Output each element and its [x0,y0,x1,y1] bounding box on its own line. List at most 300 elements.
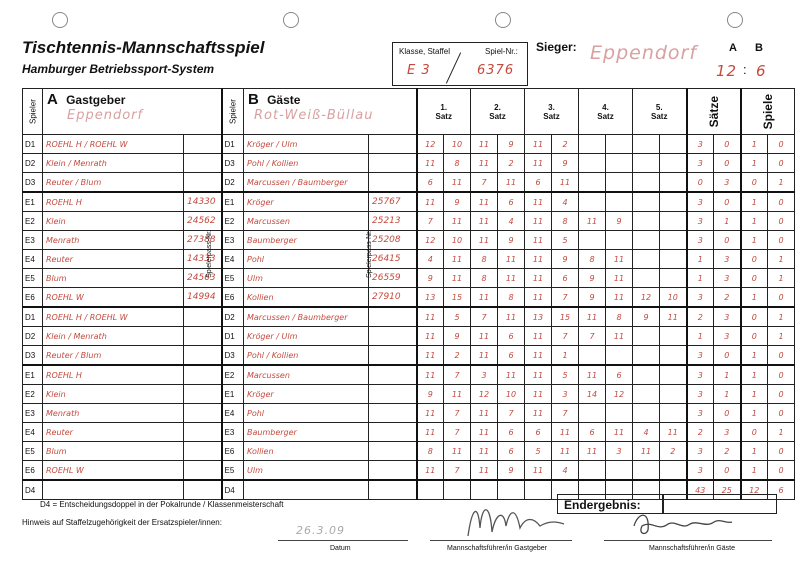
set-score: 6 [552,269,579,288]
datum-label: Datum [330,545,351,552]
player-code-a: E6 [23,288,43,308]
spiele-a: 1 [741,461,768,481]
spiele-b: 1 [768,250,795,269]
player-code-a: D2 [23,154,43,173]
set-score: 2 [444,346,471,366]
player-a-name: ROEHL H / ROEHL W [43,135,184,154]
set-score: 4 [633,423,660,442]
set-score: 10 [444,135,471,154]
set4-header: 4. Satz [579,89,633,135]
set-score: 8 [606,307,633,327]
set-score [606,461,633,481]
set-score [633,327,660,346]
set-score: 11 [471,154,498,173]
saetze-b: 3 [714,250,741,269]
divider [446,52,461,83]
d4-note: D4 = Entscheidungsdoppel in der Pokalrunde / Klassenmeisterschaft [40,500,284,509]
spiele-a: 1 [741,212,768,231]
set-score: 11 [525,192,552,212]
player-b-pass [369,404,417,423]
spielerpass-label-a: Spielerpass-Nr. [206,230,213,278]
saetze-a: 43 [687,480,714,500]
set-score: 9 [552,250,579,269]
spielnr-value: 6376 [477,63,515,78]
spiele-a: 1 [741,442,768,461]
player-code-b: D3 [222,154,244,173]
set-score: 6 [417,173,444,193]
hinweis: Hinweis auf Staffelzugehörigkeit der Ersatzspieler/innen: [22,518,222,527]
set-score: 7 [444,365,471,385]
player-a-pass: 14994 [184,288,222,308]
spiele-a: 1 [741,346,768,366]
set-score: 7 [444,404,471,423]
set-score: 11 [444,442,471,461]
spieler-header: Spieler [23,89,43,135]
player-a-pass [184,423,222,442]
set-score [579,404,606,423]
set-score [633,346,660,366]
player-b-pass [369,173,417,193]
set-score [606,346,633,366]
player-a-name: Reuter [43,423,184,442]
set-score: 11 [444,212,471,231]
match-row [23,404,795,423]
set-score: 13 [417,288,444,308]
signature-home [460,498,570,542]
player-a-name: Reuter / Blum [43,346,184,366]
player-b-name: Pohl [244,404,369,423]
set-score [660,404,687,423]
set-score: 7 [552,327,579,346]
set-score: 11 [471,288,498,308]
set-score: 11 [525,327,552,346]
set1-header: 1. Satz [417,89,471,135]
saetze-b: 3 [714,173,741,193]
player-code-b: D1 [222,135,244,154]
set-score: 5 [525,442,552,461]
set-score: 1 [552,346,579,366]
player-code-a: E4 [23,250,43,269]
saetze-a: 3 [687,192,714,212]
match-row [23,250,795,269]
set-score [633,404,660,423]
set-score: 9 [498,231,525,250]
player-code-a: D1 [23,307,43,327]
saetze-b: 0 [714,154,741,173]
saetze-b: 2 [714,288,741,308]
player-b-pass: 26559 [369,269,417,288]
match-row [23,231,795,250]
saetze-a: 3 [687,154,714,173]
player-a-name: Klein / Menrath [43,327,184,346]
spiele-b: 0 [768,404,795,423]
spiele-a: 1 [741,385,768,404]
player-a-name: Blum [43,269,184,288]
sieger-label: Sieger: [536,40,577,54]
set-score: 9 [498,135,525,154]
spiele-a: 1 [741,192,768,212]
saetze-b: 0 [714,135,741,154]
set-score: 4 [498,212,525,231]
col-b-label: B [755,42,763,54]
player-b-pass: 25767 [369,192,417,212]
player-code-a: E5 [23,442,43,461]
set-score [660,269,687,288]
set-score: 11 [525,269,552,288]
set-score: 9 [633,307,660,327]
set-score: 7 [471,173,498,193]
set-score [633,269,660,288]
saetze-b: 2 [714,442,741,461]
set-score [606,192,633,212]
form-subtitle: Hamburger Betriebssport-System [22,62,215,76]
set-score: 9 [498,461,525,481]
set-score: 12 [417,135,444,154]
set-score: 8 [417,442,444,461]
set-score: 11 [417,346,444,366]
saetze-a: 3 [687,404,714,423]
player-b-name: Marcussen [244,212,369,231]
signature-guest [628,506,738,540]
saetze-b: 0 [714,192,741,212]
set-score: 11 [417,327,444,346]
set-score: 8 [498,288,525,308]
set-score: 7 [417,212,444,231]
col-a-label: A [729,42,737,54]
set-score: 11 [471,461,498,481]
set-score: 11 [660,423,687,442]
set-score: 7 [579,327,606,346]
saetze-b: 0 [714,404,741,423]
spiele-b: 0 [768,346,795,366]
spiele-a: 0 [741,423,768,442]
player-code-a: E2 [23,385,43,404]
spiele-a: 12 [741,480,768,500]
player-code-a: E2 [23,212,43,231]
spiele-b: 1 [768,307,795,327]
set-score [633,231,660,250]
set-score: 5 [552,231,579,250]
player-a-name: Klein [43,212,184,231]
player-b-pass [369,154,417,173]
player-a-pass [184,480,222,500]
match-row [23,385,795,404]
set-score: 9 [444,327,471,346]
set-score: 11 [417,404,444,423]
player-a-name: ROEHL W [43,461,184,481]
player-code-a: D4 [23,480,43,500]
set-score: 11 [525,154,552,173]
player-b-name: Marcussen [244,365,369,385]
saetze-a: 3 [687,346,714,366]
set-score: 11 [417,154,444,173]
set-score: 11 [606,250,633,269]
player-code-a: D2 [23,327,43,346]
player-code-b: E5 [222,269,244,288]
saetze-header: Sätze [687,89,741,135]
set-score: 15 [552,307,579,327]
saetze-a: 3 [687,288,714,308]
player-b-pass [369,327,417,346]
saetze-b: 0 [714,231,741,250]
player-code-a: E6 [23,461,43,481]
set-score: 11 [606,327,633,346]
player-a-pass: 27388 [184,231,222,250]
set-score: 9 [417,269,444,288]
saetze-b: 1 [714,385,741,404]
score-sheet: Tischtennis-Mannschaftsspiel Hamburger Betriebssport-System Klasse, Staffel Spiel-Nr.: E 3 6376 Sieger: Eppendorf A B 12 : 6 Spieler A Gastgeber Eppendorf Spieler B Gäste Rot-Weiß-Büllau 1. Satz 2. Satz 3. Satz 4. Satz 5. Satz Sätze Spiele D1 ROEHL H / ROEHL W D1 Kröger / Ulm 12 10 11 9 11 2 3 0 1 0 D2 Klein / Menrath D3 Pohl / Kollien 11 8 11 2 11 9 3 0 1 0 D3 Reuter / Blum D2 Marcussen / Baumberger 6 11 7 11 6 11 0 3 0 1 E1 ROEHL H 14330 E1 Kröger 25767 11 9 11 6 11 4 3 0 1 0 E2 Klein 24562 E2 Marcussen 25213 7 11 11 4 11 8 11 9 3 1 1 0 E3 Menrath 27388 E3 Baumberger 25208 12 10 11 9 11 5 3 0 1 0 E4 Reuter 14333 E4 Pohl 26415 4 11 8 11 11 9 8 11 1 3 0 1 E5 Blum 24563 E5 Ulm 26559 9 11 8 11 11 6 9 11 1 3 0 1 E6 ROEHL W 14994 E6 Kollien 27910 13 15 11 8 11 7 9 11 12 10 3 2 1 0 D1 ROEHL H / ROEHL W D2 Marcussen / Baumberger 11 5 7 11 13 15 11 8 9 11 2 3 0 1 D2 Klein / Menrath D1 Kröger / Ulm 11 9 11 6 11 7 7 11 1 3 0 1 D3 Reuter / Blum D3 Pohl / Kollien 11 2 11 6 11 1 3 0 1 0 E1 ROEHL H E2 Marcussen 11 7 3 11 11 5 11 6 3 1 1 0 E2 Klein E1 Kröger 9 11 12 10 11 3 14 12 3 1 1 0 E3 Menrath E4 Pohl 11 7 11 7 11 7 3 0 1 0 E4 Reuter E3 Baumberger 11 7 11 6 6 11 6 11 4 11 2 3 0 1 E5 Blum E6 Kollien 8 11 11 6 5 11 11 3 11 2 3 2 1 0 E6 ROEHL W E5 Ulm 11 7 11 9 11 4 3 0 1 0 D4 D4 43 25 12 6 Spielerpass-Nr. Spielerpass-Nr. D4 = Entscheidungsdoppel in der Pokalrunde / Klassenmeisterschaft Endergebnis: Hinweis auf Staffelzugehörigkeit der Ersatzspieler/innen: 26.3.09 Datum Mannschaftsführer/in Gastgeber Mannschaftsführer/in Gäste [0,0,800,578]
spiele-b: 0 [768,288,795,308]
player-b-pass [369,385,417,404]
saetze-a: 1 [687,250,714,269]
player-b-pass: 27910 [369,288,417,308]
set-score [579,461,606,481]
set2-header: 2. Satz [471,89,525,135]
set-score: 4 [552,192,579,212]
match-row [23,442,795,461]
set-score: 10 [660,288,687,308]
match-row [23,307,795,327]
set-score: 11 [471,442,498,461]
set-score [660,346,687,366]
set-score: 11 [525,404,552,423]
set-score: 6 [498,327,525,346]
player-b-name: Ulm [244,461,369,481]
player-b-pass: 25208 [369,231,417,250]
set-score [579,135,606,154]
spiele-a: 0 [741,269,768,288]
spiele-a: 1 [741,404,768,423]
player-a-name: ROEHL H / ROEHL W [43,307,184,327]
saetze-a: 1 [687,269,714,288]
player-code-b: E3 [222,423,244,442]
player-b-pass [369,442,417,461]
set-score: 3 [471,365,498,385]
player-code-a: E5 [23,269,43,288]
player-code-b: E6 [222,288,244,308]
player-code-b: E4 [222,250,244,269]
spielerpass-label-b: Spielerpass-Nr. [366,230,373,278]
match-row [23,154,795,173]
set-score: 2 [660,442,687,461]
set-score [633,135,660,154]
player-code-b: D2 [222,173,244,193]
set-score: 10 [444,231,471,250]
sign-home-label: Mannschaftsführer/in Gastgeber [447,545,547,552]
player-code-b: E1 [222,192,244,212]
spiele-b: 0 [768,231,795,250]
spiele-a: 1 [741,231,768,250]
set-score: 11 [444,385,471,404]
set-score: 8 [471,269,498,288]
player-a-pass [184,327,222,346]
set-score: 7 [444,461,471,481]
set-score: 6 [498,346,525,366]
spiele-a: 1 [741,365,768,385]
set-score: 9 [444,192,471,212]
saetze-a: 3 [687,212,714,231]
saetze-b: 1 [714,365,741,385]
player-b-name: Baumberger [244,423,369,442]
saetze-b: 3 [714,269,741,288]
set-score: 6 [525,423,552,442]
set-score: 6 [498,192,525,212]
klasse-box: Klasse, Staffel Spiel-Nr.: E 3 6376 [392,42,528,86]
player-code-b: D4 [222,480,244,500]
spiele-a: 0 [741,307,768,327]
set-score: 11 [498,173,525,193]
spieler-header-b: Spieler [222,89,244,135]
player-a-pass: 14333 [184,250,222,269]
team-a-header: A Gastgeber Eppendorf [43,89,222,135]
set-score [417,480,444,500]
player-a-name: Reuter [43,250,184,269]
set-score [660,365,687,385]
set-score: 11 [660,307,687,327]
saetze-a: 3 [687,442,714,461]
set-score [579,346,606,366]
set5-header: 5. Satz [633,89,687,135]
score-a: 12 [716,62,738,80]
player-a-name: Klein / Menrath [43,154,184,173]
set-score [498,480,525,500]
set-score: 12 [633,288,660,308]
set-score [525,480,552,500]
sieger-value: Eppendorf [590,42,698,64]
set-score: 12 [606,385,633,404]
player-b-pass [369,365,417,385]
player-code-a: E3 [23,404,43,423]
player-a-pass [184,135,222,154]
set-score: 6 [606,365,633,385]
set-score: 11 [525,365,552,385]
punch-hole [495,12,511,28]
match-row [23,135,795,154]
set-score: 7 [498,404,525,423]
punch-hole [52,12,68,28]
saetze-b: 25 [714,480,741,500]
set-score: 11 [471,327,498,346]
set-score: 5 [444,307,471,327]
match-table [22,88,795,500]
player-a-pass [184,461,222,481]
match-row [23,461,795,481]
player-code-b: E2 [222,212,244,231]
set-score [660,192,687,212]
saetze-a: 3 [687,461,714,481]
spiele-b: 1 [768,423,795,442]
set-score: 11 [525,346,552,366]
player-code-b: E4 [222,404,244,423]
player-a-name: Reuter / Blum [43,173,184,193]
player-a-pass [184,442,222,461]
sign-guest-label: Mannschaftsführer/in Gäste [649,545,735,552]
spiele-b: 0 [768,442,795,461]
set-score: 4 [552,461,579,481]
set-score: 7 [552,404,579,423]
set-score: 11 [498,365,525,385]
player-b-name: Kröger / Ulm [244,327,369,346]
saetze-a: 2 [687,307,714,327]
player-code-a: E3 [23,231,43,250]
player-a-name: ROEHL H [43,365,184,385]
spiele-b: 1 [768,269,795,288]
set-score: 9 [579,288,606,308]
spiele-a: 0 [741,173,768,193]
set-score [660,461,687,481]
set-score [606,154,633,173]
player-a-pass: 24562 [184,212,222,231]
match-row [23,365,795,385]
saetze-b: 0 [714,346,741,366]
set-score: 14 [579,385,606,404]
player-code-b: E5 [222,461,244,481]
set-score: 11 [417,192,444,212]
set-score [660,250,687,269]
spiele-b: 0 [768,154,795,173]
player-b-name: Pohl [244,250,369,269]
set-score: 7 [471,307,498,327]
set-score [579,154,606,173]
set-score: 11 [471,404,498,423]
set-score: 11 [444,269,471,288]
player-b-pass [369,346,417,366]
player-b-name: Kollien [244,288,369,308]
saetze-b: 1 [714,212,741,231]
player-a-pass [184,154,222,173]
set-score: 10 [498,385,525,404]
set-score [660,135,687,154]
player-b-name: Pohl / Kollien [244,154,369,173]
set-score [660,173,687,193]
set-score: 7 [444,423,471,442]
spiele-a: 1 [741,288,768,308]
form-title: Tischtennis-Mannschaftsspiel [22,38,265,57]
set-score: 11 [471,212,498,231]
set-score: 11 [471,231,498,250]
set-score [579,231,606,250]
set-score: 3 [552,385,579,404]
set-score: 11 [417,423,444,442]
set-score: 11 [471,423,498,442]
player-a-pass [184,404,222,423]
spiele-b: 0 [768,212,795,231]
player-b-name: Baumberger [244,231,369,250]
player-b-name: Kollien [244,442,369,461]
set-score: 11 [444,173,471,193]
set-score: 11 [525,135,552,154]
punch-hole [727,12,743,28]
set-score: 2 [498,154,525,173]
spiele-b: 6 [768,480,795,500]
set-score [633,461,660,481]
spiele-a: 0 [741,250,768,269]
set-score: 11 [525,231,552,250]
set-score: 7 [552,288,579,308]
team-b-header: B Gäste Rot-Weiß-Büllau [244,89,417,135]
player-a-pass [184,385,222,404]
set-score: 2 [552,135,579,154]
set-score: 11 [417,307,444,327]
player-b-pass [369,423,417,442]
punch-hole [283,12,299,28]
player-b-pass [369,461,417,481]
set-score [471,480,498,500]
score-b: 6 [756,62,767,80]
player-code-b: E3 [222,231,244,250]
set-score [633,154,660,173]
player-code-b: E2 [222,365,244,385]
